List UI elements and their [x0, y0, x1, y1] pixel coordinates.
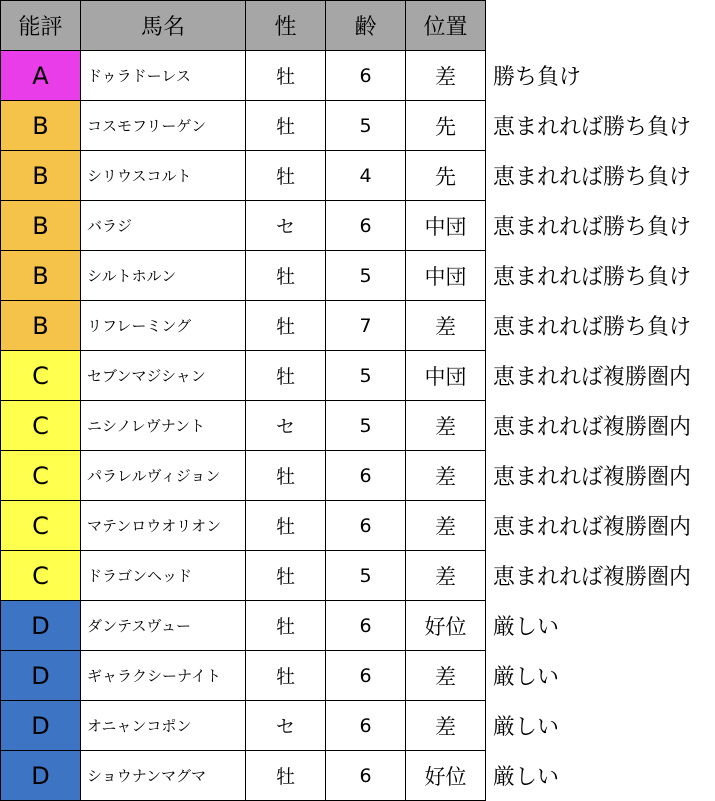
- sex-cell: 牡: [246, 251, 326, 301]
- table-row: [1, 351, 715, 401]
- header-blank: [486, 1, 715, 51]
- table-row: [1, 251, 715, 301]
- sex-cell: 牡: [246, 301, 326, 351]
- rating-cell: B: [1, 301, 81, 351]
- verdict-text: 恵まれれば複勝圏内: [493, 465, 692, 490]
- age-cell: 5: [326, 551, 406, 601]
- position-cell: 差: [406, 701, 486, 751]
- header-rating: 能評: [1, 1, 81, 51]
- table-row: [1, 601, 715, 651]
- header-name: 馬名: [81, 1, 246, 51]
- verdict-text: 恵まれれば勝ち負け: [493, 165, 692, 190]
- horse-name-cell: オニャンコポン: [81, 701, 246, 751]
- verdict-text: 勝ち負け: [493, 65, 582, 90]
- verdict-text: 恵まれれば複勝圏内: [493, 415, 692, 440]
- table-row: [1, 301, 715, 351]
- age-cell: 6: [326, 751, 406, 801]
- verdict-text: 厳しい: [493, 715, 560, 740]
- horse-name-cell: コスモフリーゲン: [81, 101, 246, 151]
- rating-cell: B: [1, 251, 81, 301]
- horse-name-cell: ニシノレヴナント: [81, 401, 246, 451]
- rating-cell: D: [1, 601, 81, 651]
- header-position: 位置: [406, 1, 486, 51]
- rating-cell: D: [1, 751, 81, 801]
- horse-name-cell: ダンテスヴュー: [81, 601, 246, 651]
- table-row: [1, 701, 715, 751]
- verdict-text: 恵まれれば複勝圏内: [493, 365, 692, 390]
- rating-cell: D: [1, 651, 81, 701]
- horse-name-cell: セブンマジシャン: [81, 351, 246, 401]
- position-cell: 差: [406, 551, 486, 601]
- horse-name-cell: ギャラクシーナイト: [81, 651, 246, 701]
- verdict-text: 厳しい: [493, 615, 560, 640]
- horse-name-cell: シリウスコルト: [81, 151, 246, 201]
- rating-cell: C: [1, 401, 81, 451]
- table-row: [1, 151, 715, 201]
- age-cell: 6: [326, 501, 406, 551]
- sex-cell: 牡: [246, 501, 326, 551]
- sex-cell: 牡: [246, 101, 326, 151]
- verdict-text: 恵まれれば勝ち負け: [493, 115, 692, 140]
- position-cell: 好位: [406, 751, 486, 801]
- age-cell: 6: [326, 51, 406, 101]
- horse-name-cell: リフレーミング: [81, 301, 246, 351]
- table-row: [1, 551, 715, 601]
- horse-name-cell: バラジ: [81, 201, 246, 251]
- verdict-text: 恵まれれば勝ち負け: [493, 315, 692, 340]
- age-cell: 6: [326, 701, 406, 751]
- sex-cell: 牡: [246, 751, 326, 801]
- sex-cell: 牡: [246, 551, 326, 601]
- horse-name-cell: シルトホルン: [81, 251, 246, 301]
- age-cell: 4: [326, 151, 406, 201]
- header-age: 齢: [326, 1, 406, 51]
- table-row: [1, 51, 715, 101]
- age-cell: 6: [326, 601, 406, 651]
- table-row: [1, 751, 715, 801]
- sex-cell: 牡: [246, 651, 326, 701]
- age-cell: 5: [326, 101, 406, 151]
- age-cell: 5: [326, 251, 406, 301]
- sex-cell: 牡: [246, 601, 326, 651]
- table-header-row: [1, 1, 715, 51]
- rating-cell: C: [1, 351, 81, 401]
- rating-cell: C: [1, 551, 81, 601]
- verdict-text: 厳しい: [493, 665, 560, 690]
- rating-cell: C: [1, 451, 81, 501]
- position-cell: 差: [406, 51, 486, 101]
- table-row: [1, 651, 715, 701]
- position-cell: 中団: [406, 201, 486, 251]
- rating-cell: C: [1, 501, 81, 551]
- position-cell: 差: [406, 301, 486, 351]
- position-cell: 差: [406, 451, 486, 501]
- age-cell: 6: [326, 451, 406, 501]
- table-row: [1, 201, 715, 251]
- verdict-text: 恵まれれば複勝圏内: [493, 565, 692, 590]
- age-cell: 7: [326, 301, 406, 351]
- position-cell: 好位: [406, 601, 486, 651]
- position-cell: 差: [406, 401, 486, 451]
- age-cell: 6: [326, 201, 406, 251]
- table-row: [1, 101, 715, 151]
- sex-cell: 牡: [246, 351, 326, 401]
- sex-cell: セ: [246, 701, 326, 751]
- sex-cell: セ: [246, 201, 326, 251]
- table-row: [1, 451, 715, 501]
- rating-cell: B: [1, 151, 81, 201]
- position-cell: 差: [406, 651, 486, 701]
- horse-name-cell: マテンロウオリオン: [81, 501, 246, 551]
- rating-cell: B: [1, 201, 81, 251]
- age-cell: 5: [326, 401, 406, 451]
- header-sex: 性: [246, 1, 326, 51]
- age-cell: 5: [326, 351, 406, 401]
- rating-cell: D: [1, 701, 81, 751]
- rating-cell: B: [1, 101, 81, 151]
- horse-name-cell: ドゥラドーレス: [81, 51, 246, 101]
- age-cell: 6: [326, 651, 406, 701]
- sex-cell: 牡: [246, 51, 326, 101]
- verdict-text: 恵まれれば勝ち負け: [493, 215, 692, 240]
- verdict-text: 恵まれれば複勝圏内: [493, 515, 692, 540]
- position-cell: 先: [406, 151, 486, 201]
- position-cell: 差: [406, 501, 486, 551]
- position-cell: 中団: [406, 351, 486, 401]
- position-cell: 中団: [406, 251, 486, 301]
- table-row: [1, 401, 715, 451]
- table-row: [1, 501, 715, 551]
- verdict-text: 厳しい: [493, 765, 560, 790]
- horse-name-cell: パラレルヴィジョン: [81, 451, 246, 501]
- sex-cell: 牡: [246, 451, 326, 501]
- position-cell: 先: [406, 101, 486, 151]
- sex-cell: セ: [246, 401, 326, 451]
- horse-name-cell: ショウナンマグマ: [81, 751, 246, 801]
- rating-cell: A: [1, 51, 81, 101]
- horse-name-cell: ドラゴンヘッド: [81, 551, 246, 601]
- sex-cell: 牡: [246, 151, 326, 201]
- verdict-text: 恵まれれば勝ち負け: [493, 265, 692, 290]
